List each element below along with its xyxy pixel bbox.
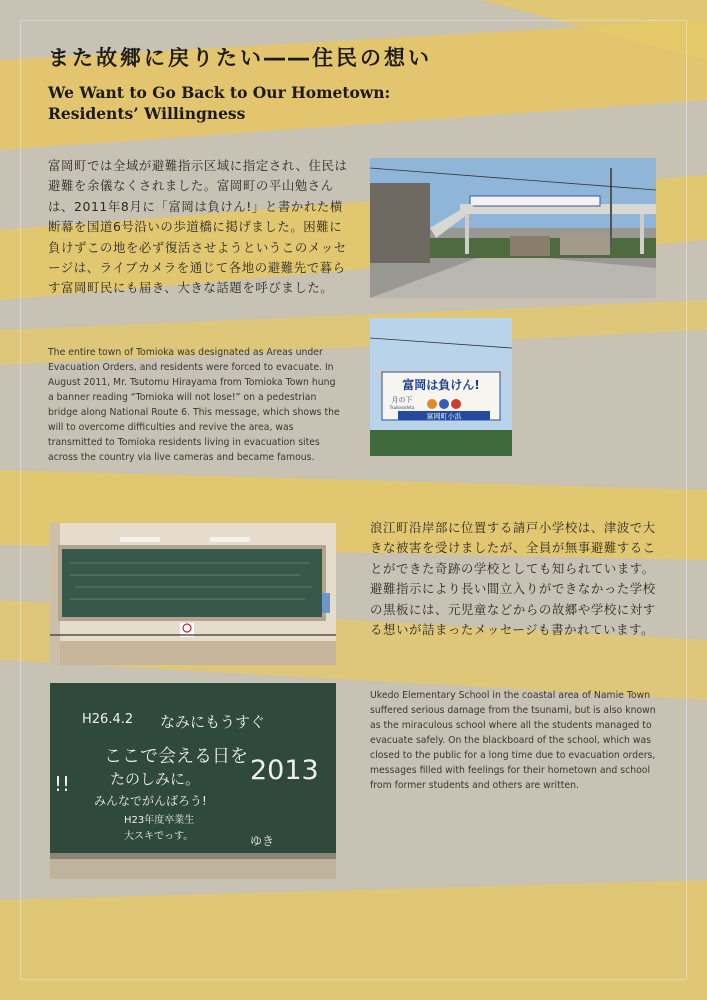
board-excl-text: !! [54,772,71,796]
title-en-line2: Residents’ Willingness [48,104,246,123]
board-line3-text: みんなでがんばろう! [94,794,207,808]
banner-sub-text: 月の下 [391,396,413,404]
blackboard-messages-photo [50,683,336,879]
board-year-text: 2013 [250,755,319,786]
section1-text-jp: 富岡町では全域が避難指示区域に指定され、住民は避難を余儀なくされました。富岡町の平山勉さんは、2011年8月に「富岡は負けん!」と書かれた横断幕を国道6号沿いの歩道橋に掲げました。困難に負けずこの地を必ず復活させようというこのメッセージは、ライブカメラを通じて各地の避難先で暮らす富岡町民にも届き、大きな話題を呼びました。 [48,158,348,296]
board-line4-text: H23年度卒業生 [124,815,195,826]
banner-place-text: 富岡町小浜 [426,412,462,421]
banner-romaji-text: Tsukinoshita [389,405,415,410]
board-top-text: なみにもうすぐ [160,713,266,731]
board-sign-text: ゆき [250,834,275,848]
title-en-line1: We Want to Go Back to Our Hometown: [48,83,391,102]
board-date-text: H26.4.2 [82,712,134,727]
section2-text-en: Ukedo Elementary School in the coastal area of Namie Town suffered serious damage from the tsunami, but is also known as the miraculous school where all the students managed to evacuate safely. On the blackboard of the school, which was closed to the public for a long time due to evacuation orders, messages filled with feelings for their hometown and school from former students and others are written. [370,690,656,791]
board-line5-text: 大スキでっす。 [124,831,194,842]
page-title-en [48,82,468,124]
board-line1-text: ここで会える日を [104,746,248,767]
pedestrian-bridge-photo [370,158,656,298]
page-title-jp: また故郷に戻りたい――住民の想い [48,46,432,70]
section1-text-en: The entire town of Tomioka was designated as Areas under Evacuation Orders, and residents were forced to evacuate. In August 2011, Mr. Tsutomu Hirayama from Tomioka Town hung a banner reading “Tomioka will not lose!” on a pedestrian bridge along National Route 6. This message, which shows the will to overcome difficulties and revive the area, was transmitted to Tomioka residents living in evacuation sites across the country via live cameras and became famous. [48,347,340,463]
board-line2-text: たのしみに。 [110,770,201,788]
banner-main-text: 富岡は負けん! [402,378,480,392]
section2-text-jp: 浪江町沿岸部に位置する請戸小学校は、津波で大きな被害を受けましたが、全員が無事避難することができた奇跡の学校としても知られています。避難指示により長い間立入りができなかった学校の黒板には、元児童などからの故郷や学校に対する想いが詰まったメッセージも書かれています。 [370,520,656,638]
banner-closeup-photo [370,318,512,456]
classroom-blackboard-photo [50,523,336,665]
